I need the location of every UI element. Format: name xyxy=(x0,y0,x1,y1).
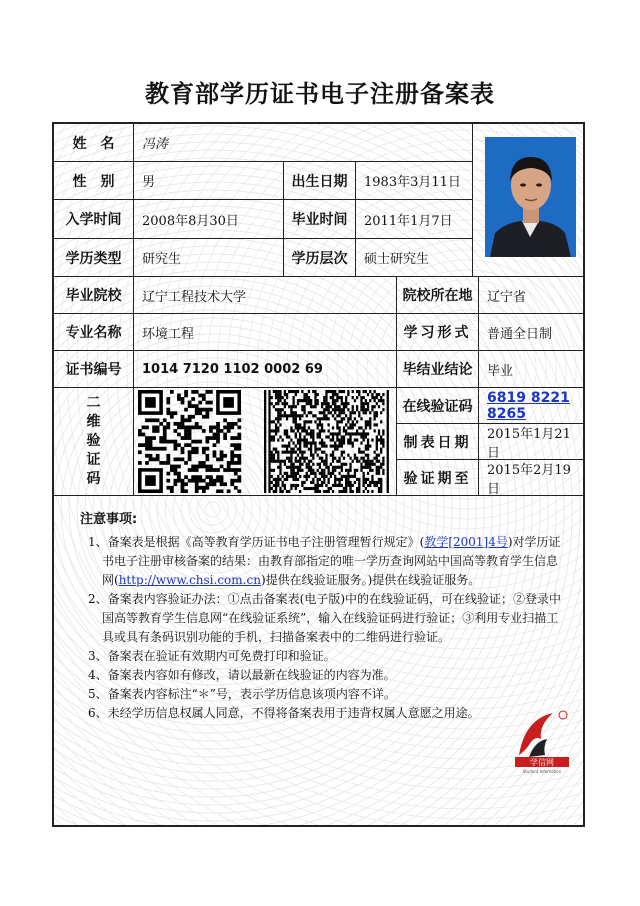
conclusion-label: 毕结业结论 xyxy=(397,351,479,388)
level-value: 硕士研究生 xyxy=(356,239,473,277)
location-value: 辽宁省 xyxy=(479,277,583,314)
record-table xyxy=(52,122,585,827)
qr-label-char: 二 xyxy=(86,395,101,411)
note-item: 6、未经学历信息权属人同意，不得将备案表用于违背权属人意愿之用途。 xyxy=(88,706,480,720)
gender-label: 性 别 xyxy=(54,162,134,200)
birth-value: 1983年3月11日 xyxy=(356,162,473,200)
qr-label-char: 证 xyxy=(86,452,101,468)
location-label: 院校所在地 xyxy=(397,277,479,314)
notes-section xyxy=(54,502,583,723)
gender-value: 男 xyxy=(134,162,284,200)
pdf417-barcode-icon[interactable] xyxy=(264,390,391,493)
school-value: 辽宁工程技术大学 xyxy=(134,277,397,314)
note-item: 2、备案表内容验证办法：①点击备案表(电子版)中的在线验证码，可在线验证；②登录中国高等教育学生信息网“在线验证系统”，输入在线验证码进行验证；③利用专业扫描工具或具有条码识别功能的手机，扫描备案表中的二维码进行验证。 xyxy=(88,592,562,644)
school-label: 毕业院校 xyxy=(54,277,134,314)
made-label: 制表日期 xyxy=(397,424,479,460)
qr-label-char: 验 xyxy=(86,433,101,449)
notes-heading: 注意事项: xyxy=(80,512,138,527)
name-value: 冯涛 xyxy=(134,124,473,162)
enroll-label: 入学时间 xyxy=(54,200,134,239)
code-cell xyxy=(479,388,583,424)
qr-label xyxy=(54,388,134,496)
note-item: 1、备案表是根据《高等教育学历证书电子注册管理暂行规定》(教学[2001]4号)对学历证书电子注册审核备案的结果：由教育部指定的唯一学历查询网站中国高等教育学生信息网(http://www.chsi.com.cn)提供在线验证服务。)提供在线验证服务。 xyxy=(88,535,561,587)
made-value: 2015年1月21日 xyxy=(479,424,583,460)
cert-value: 1014 7120 1102 0002 69 xyxy=(134,351,397,388)
conclusion-value: 毕业 xyxy=(479,351,583,388)
verification-code-link[interactable]: 6819 8221 8265 xyxy=(487,389,570,422)
note-item: 4、备案表内容如有修改，请以最新在线验证的内容为准。 xyxy=(88,668,396,682)
type-value: 研究生 xyxy=(134,239,284,277)
code-label: 在线验证码 xyxy=(397,388,479,424)
logo-subtext: Student Infomation xyxy=(522,769,562,774)
qr-code-icon[interactable] xyxy=(138,390,258,493)
grad-value: 2011年1月7日 xyxy=(356,200,473,239)
student-photo xyxy=(485,137,576,257)
mode-value: 普通全日制 xyxy=(479,314,583,351)
major-label: 专业名称 xyxy=(54,314,134,351)
regulation-link[interactable]: 教学[2001]4号 xyxy=(424,535,508,549)
enroll-value: 2008年8月30日 xyxy=(134,200,284,239)
major-value: 环境工程 xyxy=(134,314,397,351)
cert-label: 证书编号 xyxy=(54,351,134,388)
mode-label: 学习形式 xyxy=(397,314,479,351)
page-title: 教育部学历证书电子注册备案表 xyxy=(145,80,495,108)
valid-label: 验证期至 xyxy=(397,460,479,496)
note-item: 5、备案表内容标注“＊”号，表示学历信息该项内容不详。 xyxy=(88,687,396,701)
logo-text: 学信网 xyxy=(530,758,554,767)
chsi-logo-icon xyxy=(505,705,575,775)
birth-label: 出生日期 xyxy=(284,162,356,200)
qr-label-char: 维 xyxy=(86,414,101,430)
type-label: 学历类型 xyxy=(54,239,134,277)
chsi-url-link[interactable]: http://www.chsi.com.cn xyxy=(118,573,261,587)
note-item: 3、备案表在验证有效期内可免费打印和验证。 xyxy=(88,649,336,663)
name-label: 姓 名 xyxy=(54,124,134,162)
qr-label-char: 码 xyxy=(86,471,101,487)
level-label: 学历层次 xyxy=(284,239,356,277)
grad-label: 毕业时间 xyxy=(284,200,356,239)
valid-value: 2015年2月19日 xyxy=(479,460,583,496)
